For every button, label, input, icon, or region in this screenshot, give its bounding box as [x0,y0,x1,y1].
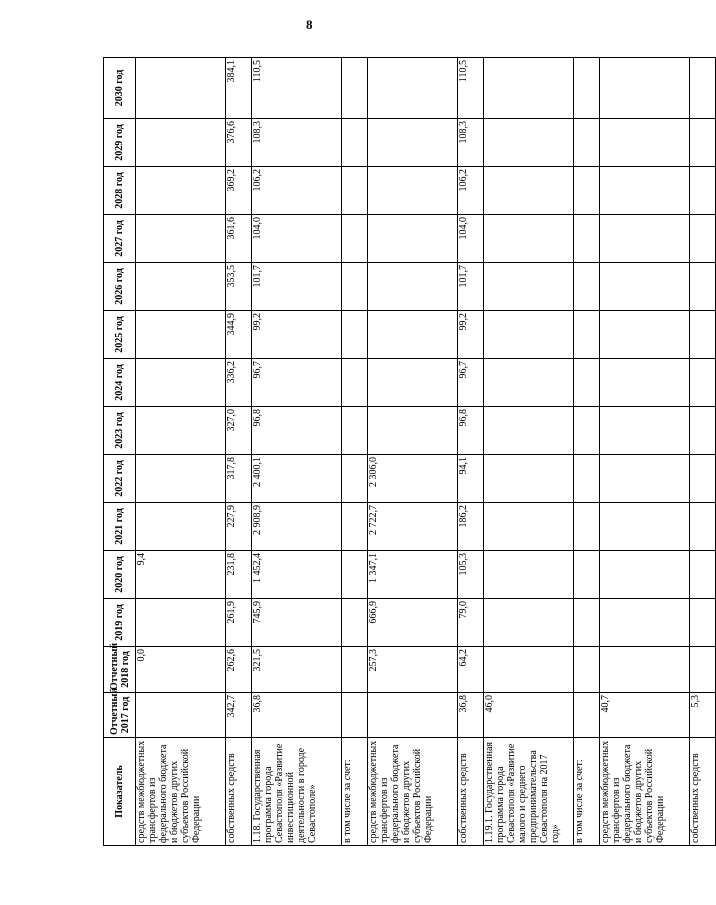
value-cell: 9,4 [136,551,226,599]
value-cell [342,693,368,738]
value-cell [368,359,458,407]
value-cell: 5,3 [690,693,716,738]
value-cell [368,167,458,215]
value-cell [484,551,574,599]
value-cell: 321,5 [252,647,342,693]
value-cell [600,359,690,407]
value-cell [574,693,600,738]
value-cell [484,167,574,215]
value-cell [600,407,690,455]
value-cell: 64,2 [458,647,484,693]
value-cell [484,599,574,647]
table-header [104,58,136,846]
rotated-table-container [103,58,701,846]
page-number: 8 [306,17,313,32]
value-cell [690,215,716,263]
header-cell: 2023 год [104,407,136,455]
value-cell [574,647,600,693]
value-cell [574,263,600,311]
value-cell: 110,5 [252,58,342,119]
value-cell: 94,1 [458,455,484,503]
value-cell: 99,2 [252,311,342,359]
header-cell: 2019 год [104,599,136,647]
value-cell [600,599,690,647]
table-row [368,58,458,846]
value-cell [136,215,226,263]
value-cell [484,215,574,263]
value-cell: 106,2 [252,167,342,215]
value-cell: 186,2 [458,503,484,551]
table-row [136,58,226,846]
value-cell [574,551,600,599]
value-cell: 1 452,4 [252,551,342,599]
value-cell [600,311,690,359]
table-row [690,58,716,846]
value-cell [574,311,600,359]
value-cell [690,58,716,119]
value-cell: 106,2 [458,167,484,215]
value-cell: 96,7 [458,359,484,407]
value-cell [342,119,368,167]
value-cell [136,359,226,407]
value-cell [690,167,716,215]
table-row [600,58,690,846]
value-cell [600,167,690,215]
value-cell: 745,9 [252,599,342,647]
value-cell: 36,8 [458,693,484,738]
table-row [226,58,252,846]
value-cell [484,263,574,311]
value-cell [690,359,716,407]
value-cell [690,119,716,167]
value-cell: 376,6 [226,119,252,167]
value-cell: 2 306,0 [368,455,458,503]
value-cell [600,58,690,119]
value-cell [136,167,226,215]
value-cell [484,311,574,359]
value-cell [368,407,458,455]
value-cell [574,215,600,263]
value-cell [690,599,716,647]
value-cell: 2 908,9 [252,503,342,551]
table-row [458,58,484,846]
value-cell: 101,7 [458,263,484,311]
value-cell [690,551,716,599]
table-row [342,58,368,846]
header-cell: Отчетный 2017 год [104,693,136,738]
value-cell [484,503,574,551]
value-cell: 336,2 [226,359,252,407]
row-label-cell: 1.18. Государственная программа города Севастополя «Развитие инвестиционной деятельности в городе Севастополе» [252,738,342,846]
value-cell [484,407,574,455]
value-cell [574,167,600,215]
value-cell [600,551,690,599]
value-cell [136,263,226,311]
value-cell: 40,7 [600,693,690,738]
header-cell: 2024 год [104,359,136,407]
value-cell: 105,3 [458,551,484,599]
value-cell: 96,8 [252,407,342,455]
value-cell [136,119,226,167]
value-cell [136,407,226,455]
header-cell: 2020 год [104,551,136,599]
row-label-cell: собственных средств [458,738,484,846]
value-cell: 96,7 [252,359,342,407]
value-cell [342,599,368,647]
value-cell: 2 400,1 [252,455,342,503]
value-cell [690,647,716,693]
value-cell [342,215,368,263]
value-cell [600,215,690,263]
value-cell [368,215,458,263]
value-cell: 342,7 [226,693,252,738]
row-label-cell: собственных средств [690,738,716,846]
value-cell [342,167,368,215]
value-cell [484,455,574,503]
value-cell: 231,8 [226,551,252,599]
value-cell: 104,0 [252,215,342,263]
value-cell [690,455,716,503]
value-cell [368,58,458,119]
value-cell: 46,0 [484,693,574,738]
value-cell [368,119,458,167]
value-cell [600,119,690,167]
table-row [574,58,600,846]
value-cell [368,693,458,738]
value-cell: 261,9 [226,599,252,647]
header-cell: Показатель [104,738,136,846]
value-cell [342,647,368,693]
value-cell [600,455,690,503]
row-label-cell: собственных средств [226,738,252,846]
value-cell [368,311,458,359]
value-cell [484,359,574,407]
table-row [484,58,574,846]
budget-table [103,57,716,846]
value-cell: 110,5 [458,58,484,119]
value-cell [690,311,716,359]
value-cell [600,263,690,311]
value-cell [574,58,600,119]
value-cell [574,503,600,551]
value-cell: 101,7 [252,263,342,311]
value-cell: 262,6 [226,647,252,693]
header-cell: 2030 год [104,58,136,119]
value-cell [484,647,574,693]
value-cell: 99,2 [458,311,484,359]
header-cell: Отчетный 2018 год [104,647,136,693]
value-cell [368,263,458,311]
header-cell: 2029 год [104,119,136,167]
table-body [136,58,716,846]
header-cell: 2027 год [104,215,136,263]
row-label-cell: 1.19.1. Государственная программа города Севастополя «Развитие малого и среднего предпринимательства Севастополя на 2017 год» [484,738,574,846]
value-cell: 227,9 [226,503,252,551]
value-cell: 666,9 [368,599,458,647]
value-cell [600,503,690,551]
value-cell [342,311,368,359]
value-cell [342,455,368,503]
value-cell: 108,3 [252,119,342,167]
value-cell: 344,9 [226,311,252,359]
value-cell: 327,0 [226,407,252,455]
value-cell [574,599,600,647]
value-cell [342,263,368,311]
header-cell: 2021 год [104,503,136,551]
value-cell: 0,0 [136,647,226,693]
value-cell: 79,0 [458,599,484,647]
value-cell [342,551,368,599]
value-cell [690,503,716,551]
row-label-cell: средств межбюджетных трансфертов из федерального бюджета и бюджетов других субъектов Российской Федерации [368,738,458,846]
value-cell: 1 347,1 [368,551,458,599]
value-cell: 108,3 [458,119,484,167]
value-cell: 36,8 [252,693,342,738]
value-cell: 384,1 [226,58,252,119]
header-cell: 2022 год [104,455,136,503]
value-cell [136,311,226,359]
value-cell [484,119,574,167]
value-cell: 96,8 [458,407,484,455]
value-cell [342,359,368,407]
value-cell [136,503,226,551]
header-cell: 2026 год [104,263,136,311]
value-cell [574,455,600,503]
value-cell [136,455,226,503]
value-cell [136,693,226,738]
value-cell: 2 722,7 [368,503,458,551]
value-cell: 257,3 [368,647,458,693]
value-cell [136,599,226,647]
value-cell [574,359,600,407]
value-cell: 104,0 [458,215,484,263]
value-cell [342,503,368,551]
value-cell: 317,8 [226,455,252,503]
row-label-cell: средств межбюджетных трансфертов из федерального бюджета и бюджетов других субъектов Российской Федерации [136,738,226,846]
value-cell: 369,2 [226,167,252,215]
value-cell [484,58,574,119]
row-label-cell: средств межбюджетных трансфертов из федерального бюджета и бюджетов других субъектов Российской Федерации [600,738,690,846]
header-cell: 2028 год [104,167,136,215]
value-cell: 361,6 [226,215,252,263]
table-row [252,58,342,846]
value-cell [690,263,716,311]
value-cell [690,407,716,455]
value-cell [574,119,600,167]
value-cell [342,58,368,119]
value-cell [136,58,226,119]
value-cell [342,407,368,455]
row-label-cell: в том числе за счет: [342,738,368,846]
value-cell: 353,5 [226,263,252,311]
header-cell: 2025 год [104,311,136,359]
row-label-cell: в том числе за счет: [574,738,600,846]
value-cell [600,647,690,693]
value-cell [574,407,600,455]
